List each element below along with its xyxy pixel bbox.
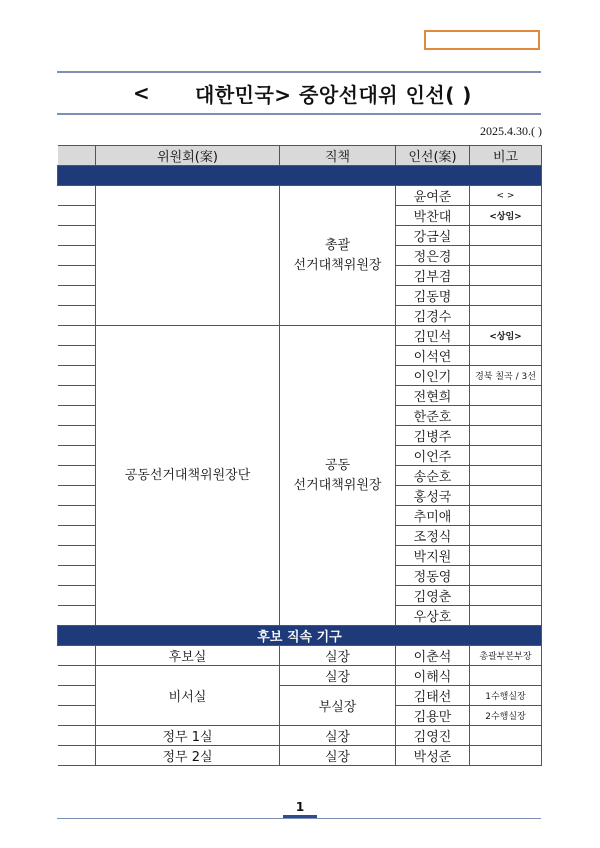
blank-band-row xyxy=(58,166,542,186)
committee-cell: 후보실 xyxy=(96,646,280,666)
row-index-cell xyxy=(58,286,96,306)
committee-cell xyxy=(96,186,280,326)
row-index-cell xyxy=(58,486,96,506)
page-number: 1 xyxy=(295,800,305,814)
appointee-name: 박찬대 xyxy=(396,206,470,226)
appointee-name: 조정식 xyxy=(396,526,470,546)
appointee-name: 김영진 xyxy=(396,726,470,746)
header-remarks: 비고 xyxy=(470,146,542,166)
position-cell: 실장 xyxy=(280,726,396,746)
table-row xyxy=(58,326,542,346)
row-index-cell xyxy=(58,206,96,226)
appointee-name: 이인기 xyxy=(396,366,470,386)
title-bracket: < xyxy=(133,81,150,105)
section-band-label: 후보 직속 기구 xyxy=(58,626,542,646)
remark-cell xyxy=(470,666,542,686)
appointee-name: 김민석 xyxy=(396,326,470,346)
appointee-name: 윤여준 xyxy=(396,186,470,206)
document-date: 2025.4.30.( ) xyxy=(480,124,542,138)
appointee-name: 김영춘 xyxy=(396,586,470,606)
remark-cell xyxy=(470,286,542,306)
row-index-cell xyxy=(58,446,96,466)
row-index-cell xyxy=(58,546,96,566)
appointee-name: 이해식 xyxy=(396,666,470,686)
remark-cell xyxy=(470,446,542,466)
header-index xyxy=(58,146,96,166)
appointee-name: 전현희 xyxy=(396,386,470,406)
remark-cell xyxy=(470,306,542,326)
remark-cell xyxy=(470,606,542,626)
row-index-cell xyxy=(58,426,96,446)
page-title xyxy=(57,74,541,112)
remark-cell xyxy=(470,726,542,746)
row-index-cell xyxy=(58,366,96,386)
row-index-cell xyxy=(58,706,96,726)
remark-cell: <상임> xyxy=(470,326,542,346)
table-row xyxy=(58,666,542,686)
row-index-cell xyxy=(58,246,96,266)
row-index-cell xyxy=(58,386,96,406)
row-index-cell xyxy=(58,506,96,526)
remark-cell xyxy=(470,526,542,546)
row-index-cell xyxy=(58,466,96,486)
appointee-name: 김용만 xyxy=(396,706,470,726)
appointee-name: 이언주 xyxy=(396,446,470,466)
blank-band xyxy=(58,166,542,186)
appointee-name: 추미애 xyxy=(396,506,470,526)
row-index-cell xyxy=(58,666,96,686)
row-index-cell xyxy=(58,726,96,746)
row-index-cell xyxy=(58,586,96,606)
remark-cell: 경북 칠곡 / 3선 xyxy=(470,366,542,386)
remark-cell xyxy=(470,386,542,406)
remark-cell xyxy=(470,546,542,566)
title-text: 대한민국> 중앙선대위 인선( ) xyxy=(195,82,472,107)
position-cell: 실장 xyxy=(280,666,396,686)
remark-cell xyxy=(470,426,542,446)
header-committee: 위원회(案) xyxy=(96,146,280,166)
remark-cell xyxy=(470,246,542,266)
row-index-cell xyxy=(58,566,96,586)
committee-cell: 정무 2실 xyxy=(96,746,280,766)
header-position: 직책 xyxy=(280,146,396,166)
position-cell: 실장 xyxy=(280,746,396,766)
committee-cell: 정무 1실 xyxy=(96,726,280,746)
roster-table xyxy=(57,145,542,766)
appointee-name: 박지원 xyxy=(396,546,470,566)
position-cell xyxy=(280,186,396,326)
position-cell: 실장 xyxy=(280,646,396,666)
remark-cell xyxy=(470,346,542,366)
appointee-name: 홍성국 xyxy=(396,486,470,506)
remark-cell xyxy=(470,506,542,526)
row-index-cell xyxy=(58,346,96,366)
row-index-cell xyxy=(58,306,96,326)
row-index-cell xyxy=(58,646,96,666)
position-cell: 부실장 xyxy=(280,686,396,726)
row-index-cell xyxy=(58,266,96,286)
appointee-name: 송순호 xyxy=(396,466,470,486)
row-index-cell xyxy=(58,606,96,626)
remark-cell xyxy=(470,746,542,766)
appointee-name: 김경수 xyxy=(396,306,470,326)
row-index-cell xyxy=(58,686,96,706)
title-bottom-rule xyxy=(57,113,541,115)
appointee-name: 우상호 xyxy=(396,606,470,626)
appointee-name: 강금실 xyxy=(396,226,470,246)
table-header-row xyxy=(58,146,542,166)
appointee-name: 이석연 xyxy=(396,346,470,366)
row-index-cell xyxy=(58,226,96,246)
remark-cell: 2수행실장 xyxy=(470,706,542,726)
appointee-name: 정은경 xyxy=(396,246,470,266)
header-appointee: 인선(案) xyxy=(396,146,470,166)
table-row xyxy=(58,726,542,746)
row-index-cell xyxy=(58,406,96,426)
position-line: 선거대책위원장 xyxy=(293,477,382,493)
position-cell xyxy=(280,326,396,626)
row-index-cell xyxy=(58,186,96,206)
appointee-name: 김동명 xyxy=(396,286,470,306)
remark-cell: < > xyxy=(470,186,542,206)
remark-cell xyxy=(470,566,542,586)
position-line: 선거대책위원장 xyxy=(293,257,382,273)
remark-cell xyxy=(470,266,542,286)
remark-cell xyxy=(470,226,542,246)
appointee-name: 김부겸 xyxy=(396,266,470,286)
table-row xyxy=(58,646,542,666)
table-row xyxy=(58,186,542,206)
remark-cell: 총괄부본부장 xyxy=(470,646,542,666)
row-index-cell xyxy=(58,746,96,766)
committee-cell: 비서실 xyxy=(96,666,280,726)
footer-rule xyxy=(57,818,541,819)
appointee-name: 한준호 xyxy=(396,406,470,426)
appointee-name: 정동영 xyxy=(396,566,470,586)
remark-cell xyxy=(470,466,542,486)
appointee-name: 김태선 xyxy=(396,686,470,706)
position-line: 공동 xyxy=(324,458,351,473)
remark-cell xyxy=(470,486,542,506)
appointee-name: 이춘석 xyxy=(396,646,470,666)
row-index-cell xyxy=(58,526,96,546)
remark-cell: 1수행실장 xyxy=(470,686,542,706)
title-top-rule xyxy=(57,71,541,73)
appointee-name: 박성준 xyxy=(396,746,470,766)
appointee-name: 김병주 xyxy=(396,426,470,446)
position-line: 총괄 xyxy=(324,238,351,253)
stamp-box xyxy=(424,30,540,50)
remark-cell xyxy=(470,586,542,606)
committee-cell: 공동선거대책위원장단 xyxy=(96,326,280,626)
row-index-cell xyxy=(58,326,96,346)
section-band-row xyxy=(58,626,542,646)
remark-cell: <상임> xyxy=(470,206,542,226)
table-row xyxy=(58,746,542,766)
remark-cell xyxy=(470,406,542,426)
